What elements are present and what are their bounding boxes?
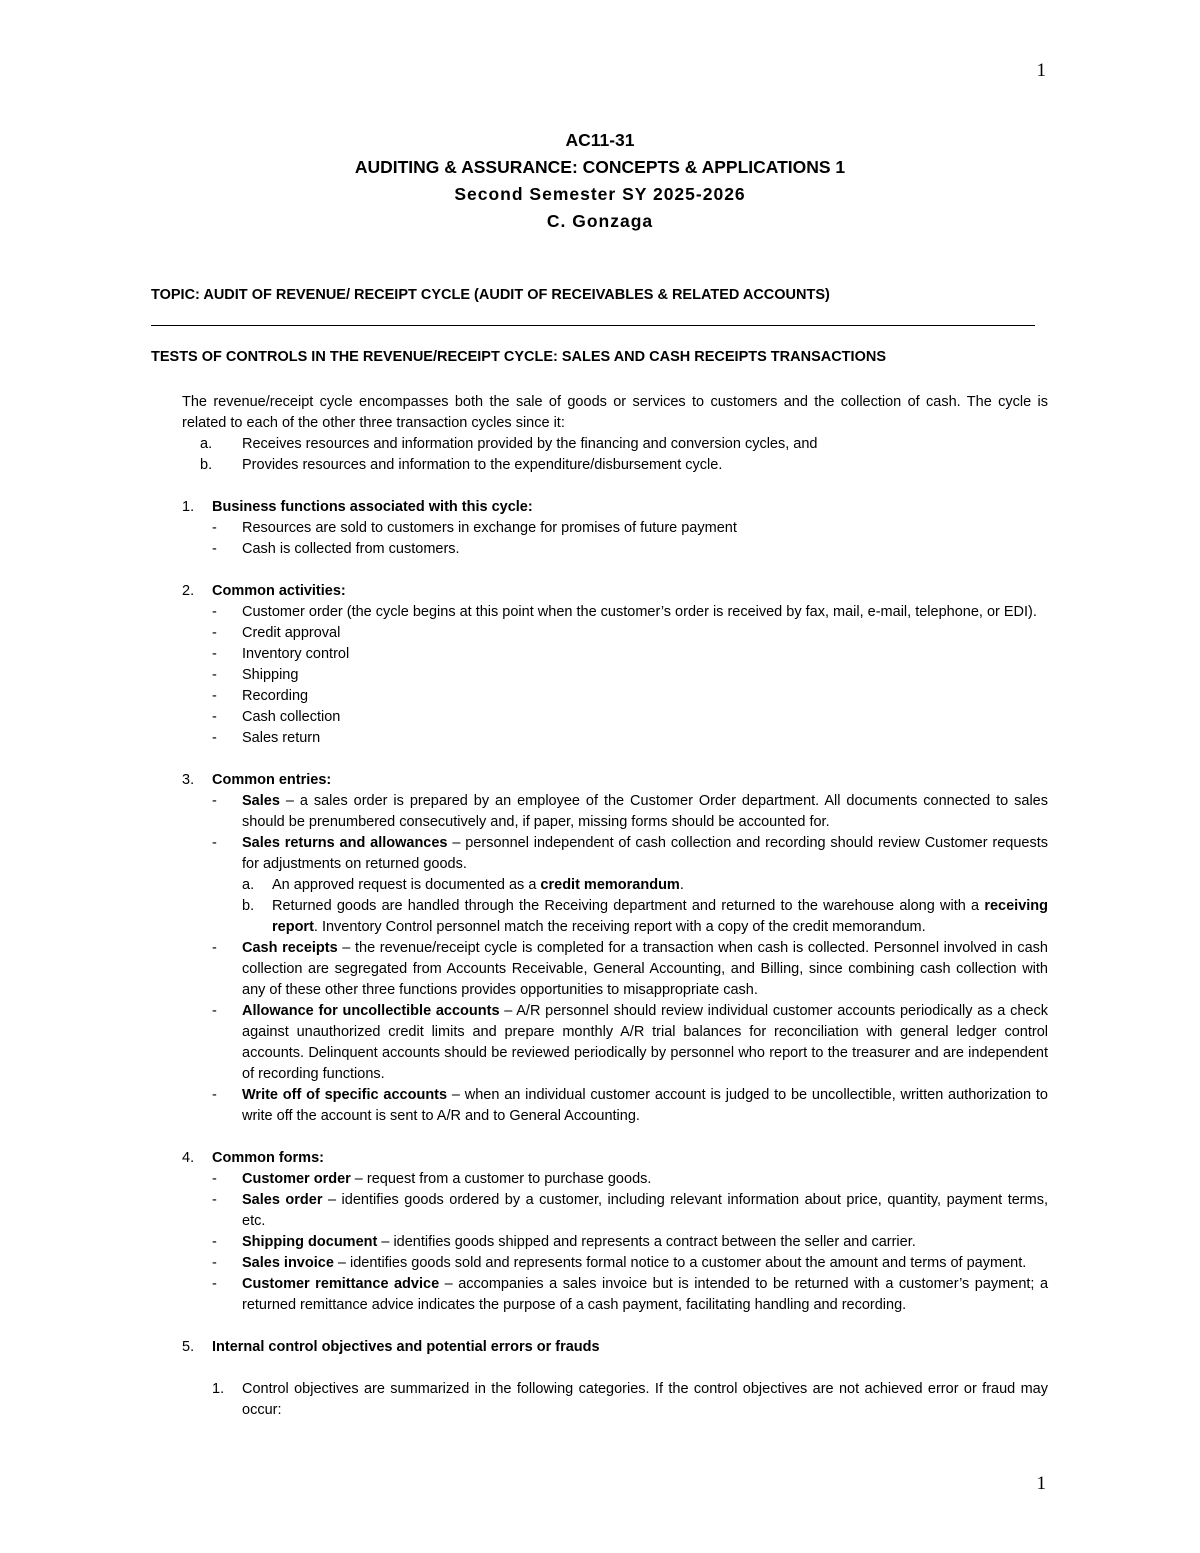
list-item-text: Shipping bbox=[242, 667, 299, 683]
topic-heading: TOPIC: AUDIT OF REVENUE/ RECEIPT CYCLE (AUDIT OF RECEIVABLES & RELATED ACCOUNTS) bbox=[151, 287, 830, 303]
intro-paragraph: The revenue/receipt cycle encompasses both the sale of goods or services to customers and the collection of cash. The cycle is related to each of the other three transaction cycles since it: bbox=[182, 394, 1048, 431]
list-item bbox=[212, 665, 1048, 686]
horizontal-rule bbox=[151, 325, 1035, 326]
form-text: – accompanies a sales invoice but is intended to be returned with a customer’s payment; a returned remittance advice indicates the purpose of a cash payment, facilitating handling and recording. bbox=[242, 1276, 1049, 1313]
list-item-text: Credit approval bbox=[242, 625, 341, 641]
section-number: 4. bbox=[182, 1150, 195, 1166]
form-item bbox=[212, 1169, 1048, 1190]
entry-term: Allowance for uncollectible accounts bbox=[242, 1003, 500, 1019]
dash-marker: - bbox=[212, 625, 217, 641]
nested-bold-term: receiving report bbox=[272, 898, 1048, 935]
form-term: Sales invoice bbox=[242, 1255, 334, 1271]
nested-text: . bbox=[679, 877, 684, 893]
page-number-top: 1 bbox=[1036, 60, 1046, 81]
intro-item-text: Provides resources and information to the expenditure/disbursement cycle. bbox=[242, 457, 723, 473]
section-number: 1. bbox=[182, 499, 195, 515]
entry-text: – a sales order is prepared by an employee of the Customer Order department. All documents connected to sales should be prenumbered consecutively and, if paper, missing forms should be accounted for. bbox=[242, 793, 1048, 830]
dash-marker: - bbox=[212, 835, 217, 851]
list-item bbox=[212, 539, 1048, 560]
semester: Second Semester SY 2025-2026 bbox=[454, 184, 746, 204]
form-term: Customer order bbox=[242, 1171, 351, 1187]
course-code: AC11-31 bbox=[565, 130, 635, 150]
dash-marker: - bbox=[212, 667, 217, 683]
list-item-text: Recording bbox=[242, 688, 309, 704]
entry-term: Cash receipts bbox=[242, 940, 338, 956]
entry-term: Write off of specific accounts bbox=[242, 1087, 448, 1103]
dash-marker: - bbox=[212, 1003, 217, 1019]
form-term: Shipping document bbox=[242, 1234, 378, 1250]
list-marker: 1. bbox=[212, 1381, 225, 1397]
section-heading bbox=[182, 581, 1048, 602]
list-item bbox=[212, 644, 1048, 665]
section-heading bbox=[182, 1337, 1048, 1358]
form-term: Customer remittance advice bbox=[242, 1276, 440, 1292]
intro-item-text: Receives resources and information provided by the financing and conversion cycles, and bbox=[242, 436, 818, 452]
dash-marker: - bbox=[212, 1087, 217, 1103]
list-item-text: Cash is collected from customers. bbox=[242, 541, 460, 557]
list-marker: b. bbox=[200, 457, 213, 473]
list-item bbox=[212, 686, 1048, 707]
section-heading bbox=[182, 1148, 1048, 1169]
list-item-text: Inventory control bbox=[242, 646, 350, 662]
entry-sales bbox=[212, 791, 1048, 833]
section-title: Common forms: bbox=[212, 1150, 324, 1166]
section-title: Common activities: bbox=[212, 583, 346, 599]
section-number: 3. bbox=[182, 772, 195, 788]
dash-marker: - bbox=[212, 1255, 217, 1271]
intro-item bbox=[182, 434, 1048, 455]
form-item bbox=[212, 1274, 1048, 1316]
course-title: AUDITING & ASSURANCE: CONCEPTS & APPLICATIONS 1 bbox=[354, 157, 846, 177]
nested-text: . Inventory Control personnel match the receiving report with a copy of the credit memorandum. bbox=[313, 919, 926, 935]
entry-sales-returns bbox=[212, 833, 1048, 875]
list-item bbox=[212, 728, 1048, 749]
dash-marker: - bbox=[212, 1171, 217, 1187]
list-item bbox=[212, 623, 1048, 644]
nested-item bbox=[212, 896, 1048, 938]
dash-marker: - bbox=[212, 520, 217, 536]
section-common-forms bbox=[182, 1148, 1048, 1316]
dash-marker: - bbox=[212, 730, 217, 746]
dash-marker: - bbox=[212, 1234, 217, 1250]
form-text: – identifies goods shipped and represents a contract between the seller and carrier. bbox=[377, 1234, 916, 1250]
section-title: Internal control objectives and potential errors or frauds bbox=[212, 1339, 600, 1355]
document-body bbox=[182, 392, 1048, 1421]
section-internal-control bbox=[182, 1337, 1048, 1421]
section-title: Business functions associated with this cycle: bbox=[212, 499, 533, 515]
form-item bbox=[212, 1190, 1048, 1232]
entry-text: – the revenue/receipt cycle is completed for a transaction when cash is collected. Personnel involved in cash collection are segregated from Accounts Receivable, General Accounting, and Billing, since combining cash collection with any of these other three functions provides opportunities to misappropriate cash. bbox=[242, 940, 1048, 998]
section-number: 5. bbox=[182, 1339, 195, 1355]
section-heading bbox=[182, 497, 1048, 518]
list-item bbox=[212, 707, 1048, 728]
nested-item bbox=[212, 875, 1048, 896]
list-item-text: Customer order (the cycle begins at this point when the customer’s order is received by fax, mail, e-mail, telephone, or EDI). bbox=[242, 604, 1037, 620]
dash-marker: - bbox=[212, 688, 217, 704]
section-number: 2. bbox=[182, 583, 195, 599]
intro-item bbox=[182, 455, 1048, 476]
list-marker: a. bbox=[200, 436, 213, 452]
dash-marker: - bbox=[212, 1192, 217, 1208]
numbered-item-text: Control objectives are summarized in the following categories. If the control objectives are not achieved error or fraud may occur: bbox=[242, 1381, 1048, 1418]
section-common-activities bbox=[182, 581, 1048, 749]
nested-text: An approved request is documented as a bbox=[272, 877, 541, 893]
list-item bbox=[212, 602, 1048, 623]
nested-text: Returned goods are handled through the Receiving department and returned to the warehouse along with a bbox=[272, 898, 985, 914]
section-title: Common entries: bbox=[212, 772, 332, 788]
dash-marker: - bbox=[212, 1276, 217, 1292]
entry-allowance bbox=[212, 1001, 1048, 1085]
list-item-text: Sales return bbox=[242, 730, 321, 746]
form-text: – request from a customer to purchase goods. bbox=[350, 1171, 652, 1187]
dash-marker: - bbox=[212, 793, 217, 809]
tests-heading: TESTS OF CONTROLS IN THE REVENUE/RECEIPT CYCLE: SALES AND CASH RECEIPTS TRANSACTIONS bbox=[151, 349, 886, 365]
entry-cash-receipts bbox=[212, 938, 1048, 1001]
list-marker: a. bbox=[242, 877, 255, 893]
entry-text: – A/R personnel should review individual customer accounts periodically as a check against unauthorized credit limits and prepare monthly A/R trial balances for reconciliation with general ledger control accounts. Delinquent accounts should be reviewed periodically by personnel who report to the treasurer and are independent of recording functions. bbox=[242, 1003, 1048, 1082]
section-business-functions bbox=[182, 497, 1048, 560]
form-text: – identifies goods sold and represents formal notice to a customer about the amount and terms of payment. bbox=[333, 1255, 1027, 1271]
dash-marker: - bbox=[212, 646, 217, 662]
dash-marker: - bbox=[212, 940, 217, 956]
form-item bbox=[212, 1232, 1048, 1253]
entry-term: Sales bbox=[242, 793, 280, 809]
entry-text: – personnel independent of cash collection and recording should review Customer requests for adjustments on returned goods. bbox=[242, 835, 1049, 872]
document-header bbox=[0, 127, 1200, 235]
dash-marker: - bbox=[212, 541, 217, 557]
dash-marker: - bbox=[212, 604, 217, 620]
section-common-entries bbox=[182, 770, 1048, 1127]
nested-bold-term: credit memorandum bbox=[540, 877, 680, 893]
entry-text: – when an individual customer account is judged to be uncollectible, written authorization to write off the account is sent to A/R and to General Accounting. bbox=[242, 1087, 1048, 1124]
list-item bbox=[212, 518, 1048, 539]
section-heading bbox=[182, 770, 1048, 791]
form-term: Sales order bbox=[242, 1192, 323, 1208]
form-text: – identifies goods ordered by a customer, including relevant information about price, quantity, payment terms, etc. bbox=[242, 1192, 1048, 1229]
entry-term: Sales returns and allowances bbox=[242, 835, 448, 851]
numbered-item bbox=[212, 1379, 1048, 1421]
entry-write-off bbox=[212, 1085, 1048, 1127]
list-marker: b. bbox=[242, 898, 255, 914]
page-number-bottom: 1 bbox=[1036, 1473, 1046, 1494]
dash-marker: - bbox=[212, 709, 217, 725]
form-item bbox=[212, 1253, 1048, 1274]
list-item-text: Resources are sold to customers in exchange for promises of future payment bbox=[242, 520, 737, 536]
instructor: C. Gonzaga bbox=[546, 211, 654, 231]
list-item-text: Cash collection bbox=[242, 709, 341, 725]
